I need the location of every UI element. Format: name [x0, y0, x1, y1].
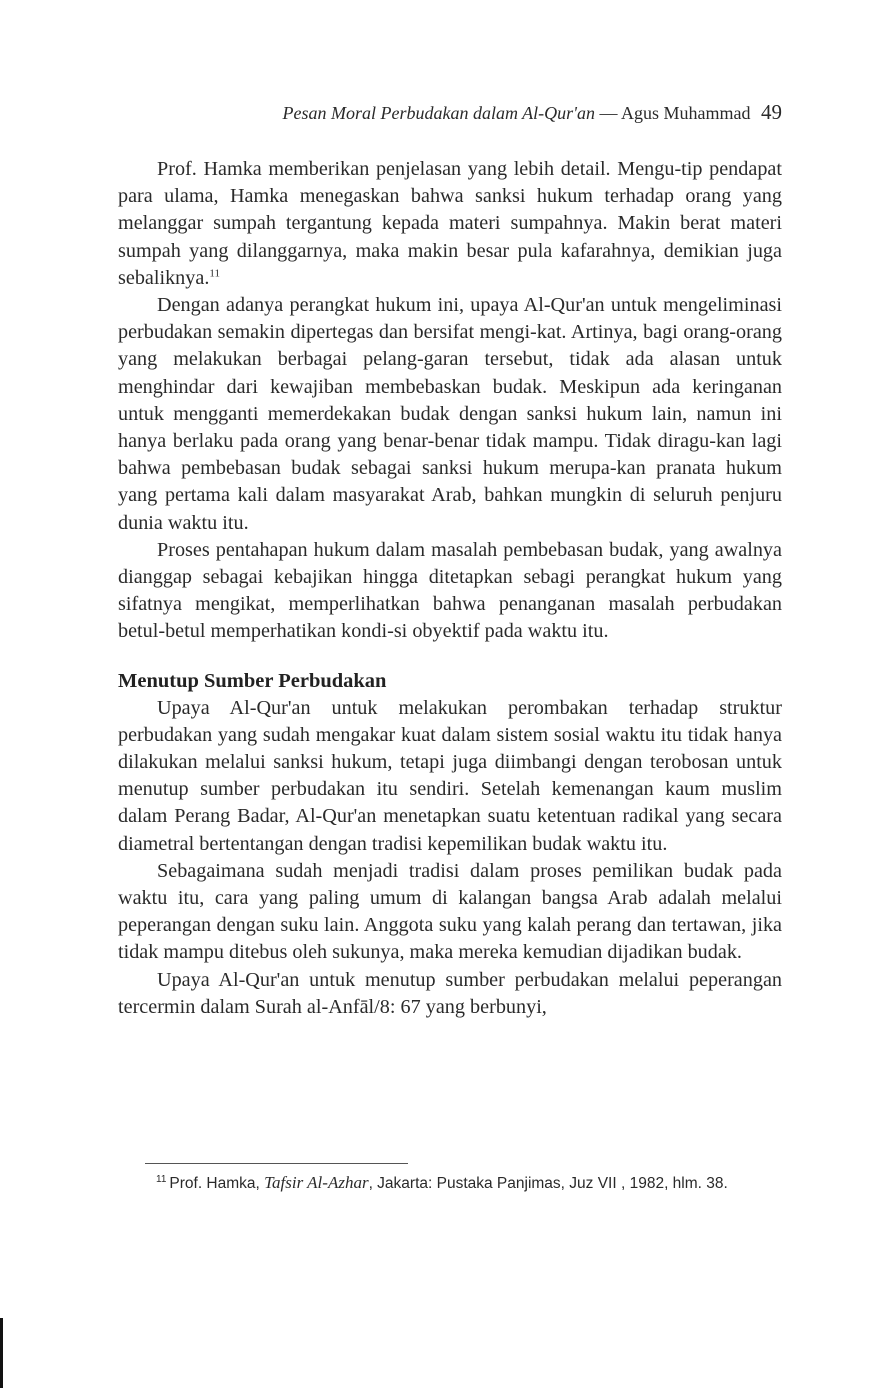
footnote-reference: 11	[209, 267, 220, 280]
page-number: 49	[761, 100, 782, 124]
body-text	[118, 156, 782, 1021]
header-author: Agus Muhammad	[621, 103, 751, 123]
paragraph-5: Sebagaimana sudah menjadi tradisi dalam proses pemilikan budak pada waktu itu, cara yang paling umum di kalangan bangsa Arab adalah melalui peperangan dengan suku lain. Anggota suku yang kalah perang dan tertawan, jika tidak mampu ditebus oleh sukunya, maka mereka kemudian dijadikan budak.	[118, 859, 782, 964]
running-header	[118, 100, 782, 125]
paragraph-1-text: Prof. Hamka memberikan penjelasan yang lebih detail. Mengu-tip pendapat para ulama, Hamka menegaskan bahwa sanksi hukum terhadap orang yang melanggar sumpah tergantung kepada materi sumpahnya. Makin berat materi sumpah yang dilanggarnya, maka makin besar pula kafarahnya, demikian juga sebaliknya.	[118, 158, 782, 289]
header-separator: —	[599, 103, 618, 123]
paragraph-4: Upaya Al-Qur'an untuk melakukan perombakan terhadap struktur perbudakan yang sudah mengakar kuat dalam sistem sosial waktu itu tidak hanya dilakukan melalui sanksi hukum, tetapi juga diimbangi dengan terobosan untuk menutup sumber perbudakan itu sendiri. Setelah kemenangan kaum muslim dalam Perang Badar, Al-Qur'an menetapkan suatu ketentuan radikal yang secara diametral bertentangan dengan tradisi kepemilikan budak waktu itu.	[118, 696, 782, 855]
paragraph-3: Proses pentahapan hukum dalam masalah pembebasan budak, yang awalnya dianggap sebagai kebajikan hingga ditetapkan sebagi perangkat hukum yang sifatnya mengikat, memperlihatkan bahwa penanganan masalah perbudakan betul-betul memperhatikan kondi-si obyektif pada waktu itu.	[118, 538, 782, 643]
paragraph-6: Upaya Al-Qur'an untuk menutup sumber perbudakan melalui peperangan tercermin dalam Surah al-Anfāl/8: 67 yang berbunyi,	[118, 968, 782, 1018]
footnote-details: , Jakarta: Pustaka Panjimas, Juz VII , 1982, hlm. 38.	[368, 1175, 728, 1192]
footnote-number: 11	[156, 1173, 167, 1185]
footnote	[118, 1172, 782, 1195]
footnote-book-title: Tafsir Al-Azhar	[264, 1173, 369, 1192]
header-title: Pesan Moral Perbudakan dalam Al-Qur'an	[282, 103, 595, 123]
section-heading: Menutup Sumber Perbudakan	[118, 669, 387, 692]
paragraph-1	[118, 156, 782, 292]
paragraph-2: Dengan adanya perangkat hukum ini, upaya Al-Qur'an untuk mengeliminasi perbudakan semakin dipertegas dan bersifat mengi-kat. Artinya, bagi orang-orang yang melakukan berbagai pelang-garan tersebut, tidak ada alasan untuk menghindar dari kewajiban membebaskan budak. Meskipun ada keringanan untuk mengganti memerdekakan budak dengan sanksi hukum lain, namun ini hanya berlaku pada orang yang benar-benar tidak mampu. Tidak diragu-kan lagi bahwa pembebasan budak sebagai sanksi hukum merupa-kan pranata hukum yang pertama kali dalam masyarakat Arab, bahkan mungkin di seluruh penjuru dunia waktu itu.	[118, 294, 782, 534]
footnote-author: Prof. Hamka,	[169, 1175, 260, 1192]
footnote-divider	[145, 1163, 408, 1164]
scan-edge-mark	[0, 1318, 3, 1388]
